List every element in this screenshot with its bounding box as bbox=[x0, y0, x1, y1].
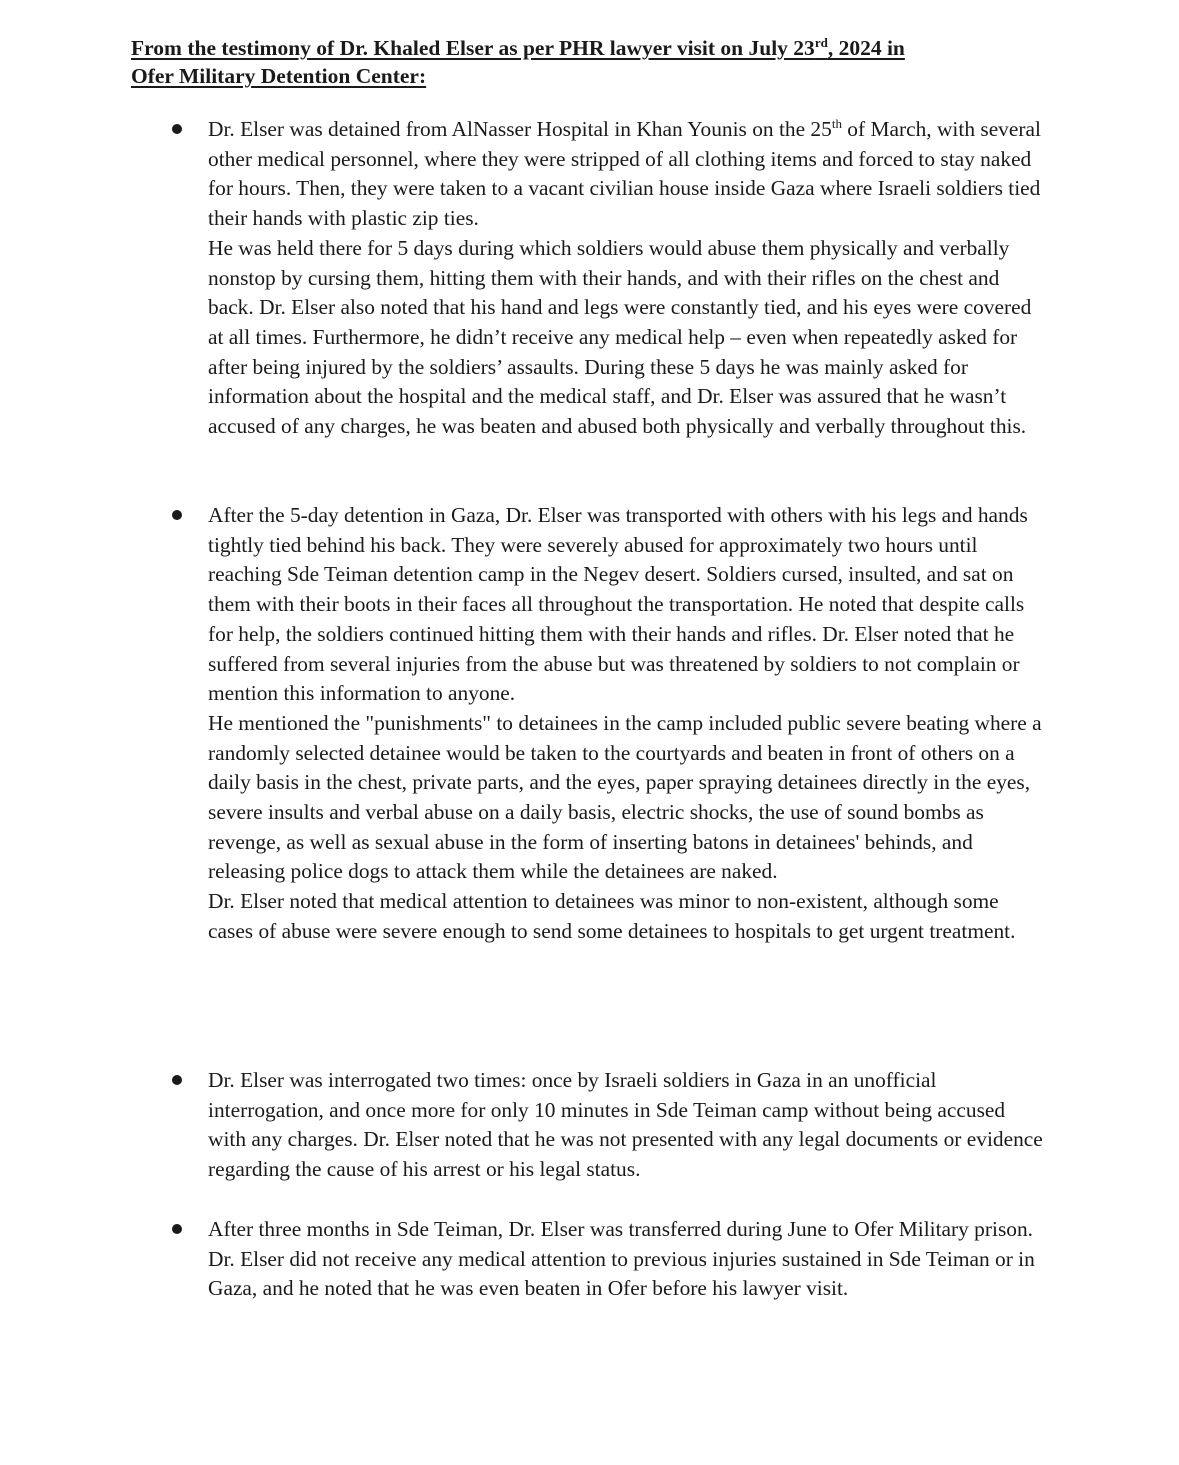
bullet-icon bbox=[172, 1075, 182, 1085]
paragraph: He was held there for 5 days during which soldiers would abuse them physically and verbally nonstop by cursing them, hitting them with their hands, and with their rifles on the chest and back. Dr. Elser also noted that his hand and legs were constantly tied, and his eyes were covered at all times. Furthermore, he didn’t receive any medical help – even when repeatedly asked for after being injured by the soldiers’ assaults. During these 5 days he was mainly asked for information about the hospital and the medical staff, and Dr. Elser was assured that he wasn’t accused of any charges, he was beaten and abused both physically and verbally throughout this. bbox=[208, 235, 1032, 439]
bullet-text bbox=[208, 115, 1048, 442]
bullet-text bbox=[208, 1066, 1048, 1185]
bullet-icon bbox=[172, 124, 182, 134]
paragraph: Dr. Elser noted that medical attention to detainees was minor to non-existent, although some cases of abuse were severe enough to send some detainees to hospitals to get urgent treatment. bbox=[208, 889, 1016, 943]
title-line-2: Ofer Military Detention Center: bbox=[131, 64, 427, 88]
bullet-icon bbox=[172, 510, 182, 520]
title-line-1: From the testimony of Dr. Khaled Elser as per PHR lawyer visit on July 23rd, 2024 in bbox=[131, 34, 905, 60]
bullet-icon bbox=[172, 1224, 182, 1234]
paragraph: After three months in Sde Teiman, Dr. Elser was transferred during June to Ofer Military prison. Dr. Elser did not receive any medical attention to previous injuries sustained in Sde Teiman or in Gaza, and he noted that he was even beaten in Ofer before his lawyer visit. bbox=[208, 1217, 1035, 1301]
bullet-text bbox=[208, 1215, 1048, 1304]
paragraph: Dr. Elser was detained from AlNasser Hospital in Khan Younis on the 25th of March, with several other medical personnel, where they were stripped of all clothing items and forced to stay naked for hours. Then, they were taken to a vacant civilian house inside Gaza where Israeli soldiers tied their hands with plastic zip ties. bbox=[208, 115, 1041, 231]
paragraph: After the 5-day detention in Gaza, Dr. Elser was transported with others with his legs and hands tightly tied behind his back. They were severely abused for approximately two hours until reaching Sde Teiman detention camp in the Negev desert. Soldiers cursed, insulted, and sat on them with their boots in their faces all throughout the transportation. He noted that despite calls for help, the soldiers continued hitting them with their hands and rifles. Dr. Elser noted that he suffered from several injuries from the abuse but was threatened by soldiers to not complain or mention this information to anyone. bbox=[208, 503, 1028, 706]
document-title bbox=[131, 34, 1031, 90]
paragraph: Dr. Elser was interrogated two times: once by Israeli soldiers in Gaza in an unofficial interrogation, and once more for only 10 minutes in Sde Teiman camp without being accused with any charges. Dr. Elser noted that he was not presented with any legal documents or evidence regarding the cause of his arrest or his legal status. bbox=[208, 1068, 1043, 1182]
paragraph: He mentioned the "punishments" to detainees in the camp included public severe beating where a randomly selected detainee would be taken to the courtyards and beaten in front of others on a daily basis in the chest, private parts, and the eyes, paper spraying detainees directly in the eyes, severe insults and verbal abuse on a daily basis, electric shocks, the use of sound bombs as revenge, as well as sexual abuse in the form of inserting batons in detainees' behinds, and releasing police dogs to attack them while the detainees are naked. bbox=[208, 710, 1042, 884]
bullet-text bbox=[208, 501, 1048, 947]
